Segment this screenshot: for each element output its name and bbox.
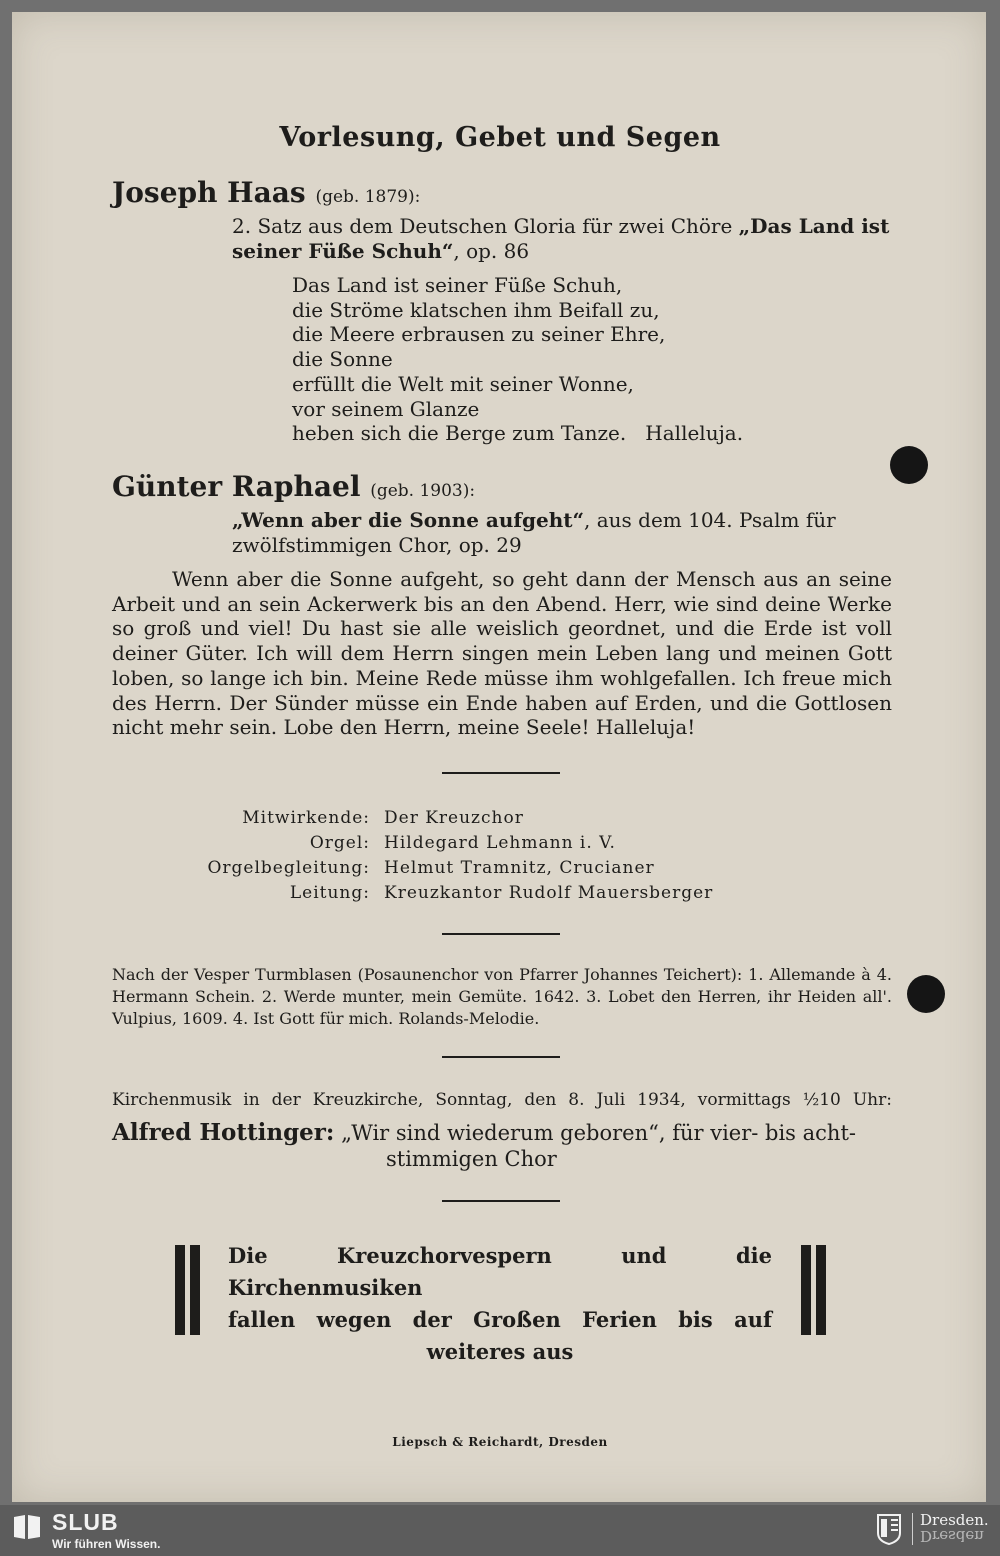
bar-stroke <box>816 1245 826 1335</box>
city-name-text: Dresden. <box>920 1511 989 1529</box>
work-title <box>232 508 892 558</box>
slub-brand[interactable]: SLUB <box>52 1509 119 1535</box>
composer-birth: (geb. 1903): <box>370 481 476 501</box>
notice-line: weiteres aus <box>426 1339 574 1364</box>
song-line: die Sonne <box>292 347 393 372</box>
song-line: die Meere erbrausen zu seiner Ehre, <box>292 322 666 347</box>
notice-line: fallen wegen der Großen Ferien bis auf <box>228 1307 772 1332</box>
performer-name: Helmut Tramnitz, Crucianer <box>384 858 655 878</box>
divider <box>442 772 560 774</box>
double-bar-right <box>801 1245 827 1335</box>
composer-name <box>112 176 420 209</box>
song-line: die Ströme klatschen ihm Beifall zu, <box>292 297 660 322</box>
song-line: vor seinem Glanze <box>292 396 480 421</box>
performer-role: Leitung: <box>289 883 370 903</box>
next-work-title: „Wir sind wiederum geboren“, für vier- bis acht- <box>341 1121 856 1145</box>
slub-logo-icon[interactable] <box>12 1513 42 1541</box>
city-name-reflection: Dresden <box>920 1527 984 1545</box>
song-line: Das Land ist seiner Füße Schuh, <box>292 273 623 297</box>
performer-name: Der Kreuzchor <box>384 808 524 828</box>
performer-role: Orgel: <box>309 833 370 853</box>
next-work-continued: stimmigen Chor <box>386 1147 557 1171</box>
tower-brass-note: Nach der Vesper Turmblasen (Posaunenchor von Pfarrer Johannes Teichert): 1. Allemande à 4. Hermann Schein. 2. Werde munter, mein Gemüte. 1642. 3. Lobet den Herren, ihr Heiden all'. Vulpius, 1609. 4. Ist Gott für mich. Rolands-Melodie. <box>112 965 892 1028</box>
city-logo[interactable] <box>920 1513 989 1543</box>
divider <box>442 1200 560 1202</box>
notice-line: Die Kreuzchorvespern und die Kirchenmusiken <box>228 1243 772 1300</box>
composer-name-text: Joseph Haas <box>112 176 306 209</box>
performer-name: Hildegard Lehmann i. V. <box>384 833 616 853</box>
punch-hole-top <box>890 446 928 484</box>
work-suffix: , aus dem 104. Psalm für zwölfstimmigen Chor, op. 29 <box>232 508 836 557</box>
performer-role: Orgelbegleitung: <box>207 858 370 878</box>
performer-role: Mitwirkende: <box>242 808 370 828</box>
bar-stroke <box>175 1245 185 1335</box>
performer-row <box>112 856 892 881</box>
section-title: Vorlesung, Gebet und Segen <box>279 122 721 153</box>
bar-stroke <box>801 1245 811 1335</box>
performers-list <box>112 806 892 906</box>
work-title <box>232 214 892 264</box>
psalm-text-body: Wenn aber die Sonne aufgeht, so geht dann der Mensch aus an seine Arbeit und an sein Ackerwerk bis an den Abend. Herr, wie sind deine Werke so groß und viel! Du hast sie alle weislich geordnet, und die Erde ist voll deiner Güter. Ich will dem Herrn singen mein Leben lang und meinen Gott loben, so lange ich bin. Meine Rede müsse ihm wohlgefallen. Ich freue mich des Herrn. Der Sünder müsse ein Ende haben auf Erden, und die Gottlosen nicht mehr sein. Lobe den Herrn, meine Seele! Halleluja! <box>112 567 892 740</box>
song-line: erfüllt die Welt mit seiner Wonne, <box>292 371 634 396</box>
cancellation-notice <box>228 1240 772 1368</box>
work-suffix: , op. 86 <box>453 239 530 263</box>
footer-separator <box>912 1513 913 1545</box>
next-service-line: Kirchenmusik in der Kreuzkirche, Sonntag, den 8. Juli 1934, vormittags ½10 Uhr: <box>112 1090 892 1110</box>
printer-imprint: Liepsch & Reichardt, Dresden <box>392 1435 608 1449</box>
song-text <box>292 273 743 446</box>
divider <box>442 933 560 935</box>
song-line: heben sich die Berge zum Tanze. Halleluja. <box>292 421 744 446</box>
performer-row <box>112 831 892 856</box>
library-footer <box>0 1505 1000 1556</box>
performer-row <box>112 806 892 831</box>
slub-tagline: Wir führen Wissen. <box>52 1537 161 1551</box>
punch-hole-bottom <box>907 975 945 1013</box>
next-service-work <box>112 1120 892 1172</box>
composer-name-text: Günter Raphael <box>112 470 361 503</box>
next-composer: Alfred Hottinger: <box>112 1119 335 1146</box>
city-crest-icon[interactable] <box>876 1513 902 1545</box>
performer-row <box>112 881 892 906</box>
work-title-text: „Wenn aber die Sonne aufgeht“ <box>232 508 584 532</box>
double-bar-left <box>175 1245 201 1335</box>
divider <box>442 1056 560 1058</box>
composer-birth: (geb. 1879): <box>315 187 421 207</box>
psalm-text <box>112 567 892 740</box>
composer-name <box>112 470 475 503</box>
bar-stroke <box>190 1245 200 1335</box>
performer-name: Kreuzkantor Rudolf Mauersberger <box>384 883 714 903</box>
work-title-text: „Das Land ist seiner Füße Schuh“ <box>232 214 890 263</box>
work-prefix: 2. Satz aus dem Deutschen Gloria für zwei Chöre <box>232 214 733 238</box>
